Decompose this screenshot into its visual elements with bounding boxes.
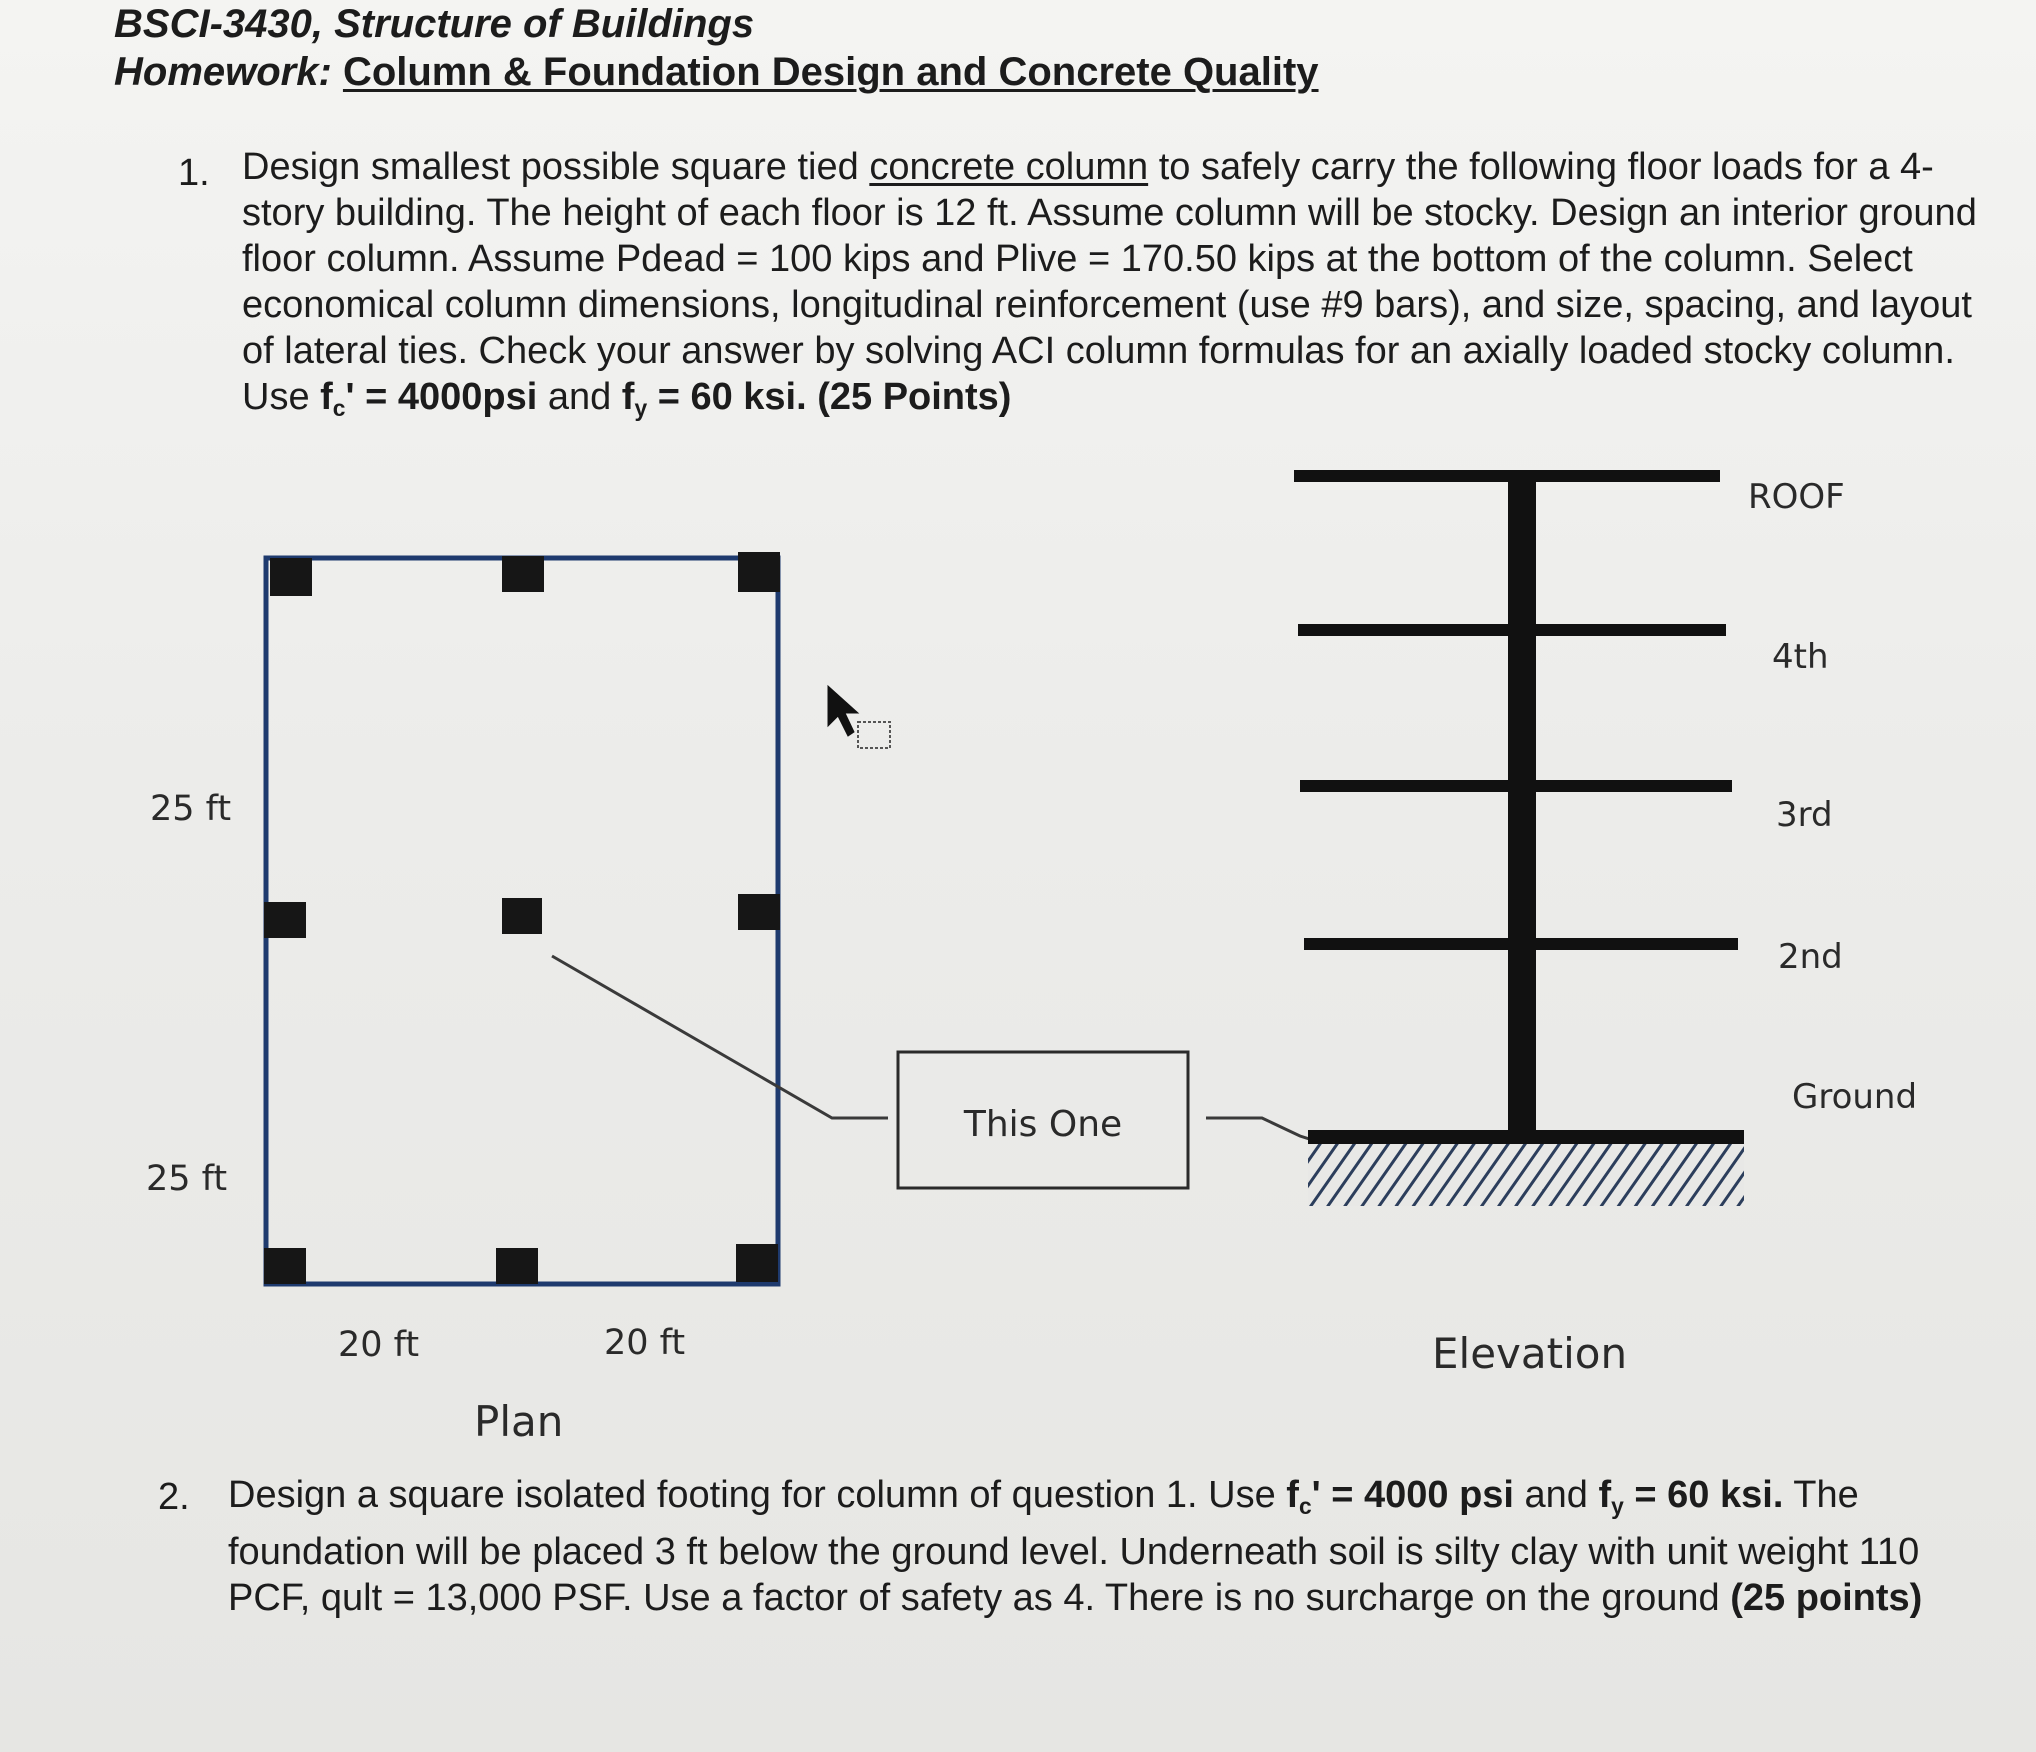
column-interior	[502, 898, 542, 934]
level-4th: 4th	[1772, 637, 1829, 677]
column-right-mid	[738, 894, 780, 930]
elevation-frame	[1294, 470, 1744, 1206]
elevation-caption: Elevation	[1432, 1329, 1628, 1378]
column-corner-se	[736, 1244, 778, 1282]
floor-ground	[1308, 1130, 1744, 1144]
callout-label: This One	[963, 1104, 1123, 1145]
q1-concrete-column-term: concrete column	[869, 146, 1149, 188]
q2-fy: $f_y = 60$ ksi.	[1598, 1474, 1784, 1519]
soil-hatch	[1308, 1144, 1744, 1206]
column-corner-ne	[738, 552, 780, 592]
question-1-number: 1.	[178, 152, 210, 194]
q2-fc: $f_c' = 4000$ psi	[1286, 1474, 1514, 1519]
column-left-mid	[264, 902, 306, 938]
q1-text-b: to safely carry the following floor loads for a 4-story building. The height of each floor is 12 ft. Assume column will be stocky. Design an interior ground floor column. Assume Pdead = 100 kips and Plive = 170.50 kips at the bottom of the column. Select economical column dimensions, longitudinal reinforcement (use #9 bars), and size, spacing, and layout of lateral ties. Check your answer by solving ACI column formulas for an axially loaded stocky column. Use	[242, 146, 1977, 418]
plan-columns	[264, 552, 780, 1284]
homework-topic: Column & Foundation Design and Concrete Quality	[342, 50, 1319, 94]
course-title: BSCI-3430, Structure of Buildings	[114, 2, 755, 46]
level-2nd: 2nd	[1778, 937, 1843, 977]
plan-dim-horizontal-1: 20 ft	[338, 1325, 420, 1365]
q2-text-b: The foundation will be placed 3 ft below the ground level. Underneath soil is silty clay with unit weight 110 PCF, qult = 13,000 PSF. Use a factor of safety as 4. There is no surcharge on the ground	[228, 1474, 1920, 1619]
q1-and: and	[537, 376, 622, 418]
floor-roof	[1294, 470, 1720, 482]
plan-dim-vertical-2: 25 ft	[146, 1159, 228, 1199]
q1-text-a: Design smallest possible square tied	[242, 146, 870, 188]
column-corner-sw	[264, 1248, 306, 1284]
q1-fc: $f_c' = 4000psi$	[320, 376, 538, 421]
question-2-number: 2.	[158, 1476, 190, 1518]
level-ground: Ground	[1792, 1077, 1918, 1117]
level-roof: ROOF	[1748, 477, 1845, 517]
question-2-text	[228, 1472, 1968, 1621]
q1-fy: $f_y = 60$ ksi. (25 Points)	[621, 376, 1012, 421]
level-3rd: 3rd	[1776, 795, 1833, 835]
floor-2nd	[1304, 938, 1738, 950]
column-corner-nw	[270, 558, 312, 596]
plan-dim-vertical-1: 25 ft	[150, 789, 232, 829]
q2-points: (25 points)	[1730, 1576, 1923, 1619]
leader-line-plan	[552, 956, 888, 1118]
floor-3rd	[1300, 780, 1732, 792]
elevation-column	[1508, 476, 1536, 1142]
column-top-mid	[502, 556, 544, 592]
homework-prefix: Homework:	[114, 50, 343, 94]
floor-4th	[1298, 624, 1726, 636]
plan-caption: Plan	[474, 1397, 564, 1446]
plan-dim-horizontal-2: 20 ft	[604, 1323, 686, 1363]
mouse-cursor-icon	[828, 686, 890, 748]
column-bottom-mid	[496, 1248, 538, 1284]
q2-text-a: Design a square isolated footing for column of question 1. Use	[228, 1474, 1287, 1516]
q2-and: and	[1513, 1474, 1599, 1516]
